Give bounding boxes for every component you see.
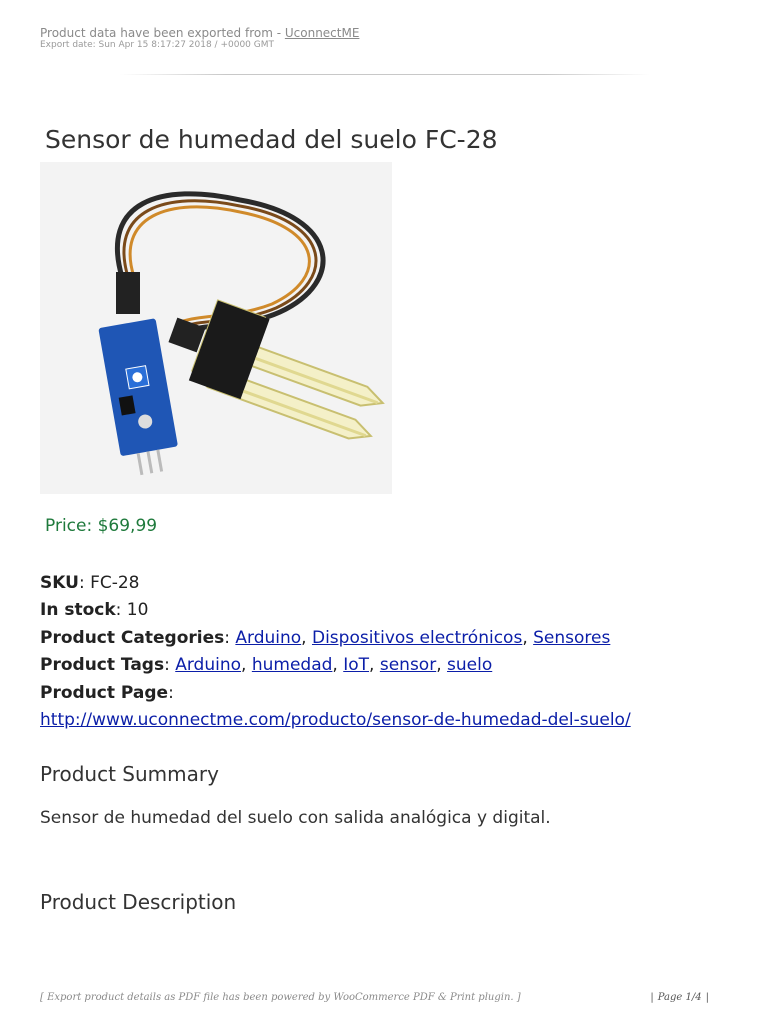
stock-row: In stock: 10 bbox=[40, 600, 149, 621]
category-link[interactable]: Dispositivos electrónicos bbox=[311, 627, 523, 648]
summary-text: Sensor de humedad del suelo con salida analógica y digital. bbox=[40, 808, 551, 828]
site-link[interactable]: UconnectME bbox=[284, 26, 360, 40]
footer-powered-by: [ Export product details as PDF file has been powered by WooCommerce PDF & Print plugin. ] bbox=[40, 992, 521, 1003]
tag-link[interactable]: IoT bbox=[343, 655, 370, 676]
tag-link[interactable]: suelo bbox=[447, 655, 493, 676]
export-header bbox=[40, 26, 359, 51]
sku-value: FC-28 bbox=[90, 573, 140, 593]
product-image bbox=[40, 162, 392, 494]
tags-row: Product Tags: Arduino, humedad, IoT, sensor, suelo bbox=[40, 655, 493, 676]
category-link[interactable]: Sensores bbox=[533, 627, 611, 648]
summary-heading: Product Summary bbox=[40, 762, 219, 786]
tag-link[interactable]: humedad bbox=[251, 655, 333, 676]
categories-row: Product Categories: Arduino, Dispositivos electrónicos, Sensores bbox=[40, 627, 611, 648]
footer-page-number: | Page 1/4 | bbox=[650, 992, 709, 1003]
export-date: Export date: Sun Apr 15 8:17:27 2018 / +0000 GMT bbox=[40, 40, 274, 50]
product-page-row: Product Page: bbox=[40, 682, 174, 703]
tag-link[interactable]: sensor bbox=[379, 655, 437, 676]
stock-value: 10 bbox=[126, 600, 149, 621]
product-page-link[interactable]: http://www.uconnectme.com/producto/sensor-de-humedad-del-suelo/ bbox=[40, 710, 631, 731]
price: Price: $69,99 bbox=[45, 516, 158, 536]
sku-row: SKU: FC-28 bbox=[40, 573, 140, 593]
export-source-text: Product data have been exported from - bbox=[40, 26, 285, 40]
header-divider bbox=[120, 74, 650, 75]
soil-moisture-sensor-photo bbox=[40, 162, 392, 494]
tag-link[interactable]: Arduino bbox=[175, 655, 242, 676]
category-link[interactable]: Arduino bbox=[235, 627, 302, 648]
product-title: Sensor de humedad del suelo FC-28 bbox=[45, 125, 498, 154]
description-heading: Product Description bbox=[40, 890, 237, 914]
product-meta bbox=[40, 570, 631, 734]
